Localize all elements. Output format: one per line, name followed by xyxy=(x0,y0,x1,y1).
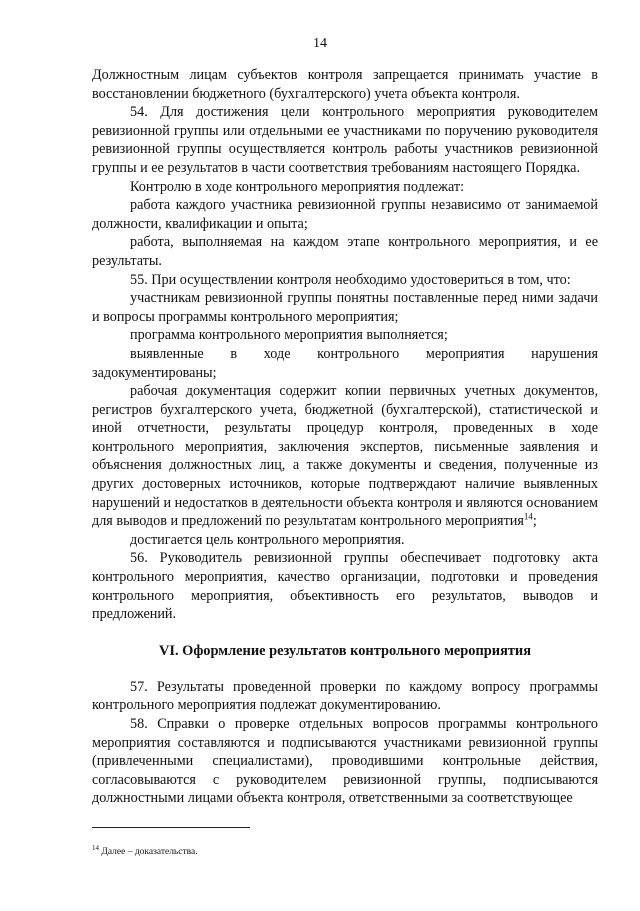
paragraph-54: 54. Для достижения цели контрольного мероприятия руководителем ревизионной группы или отдельными ее участниками по поручению руководителя ревизионной группы осуществляется контроль работы участников ревизионной группы и ее результатов в части соответствия требованиям настоящего Порядка. xyxy=(92,104,598,176)
footnote-reference[interactable]: 14 xyxy=(523,511,533,522)
list-item-working-documentation xyxy=(92,382,598,531)
page-number: 14 xyxy=(313,36,327,51)
footnote-mark: 14 xyxy=(92,843,99,852)
paragraph-56: 56. Руководитель ревизионной группы обеспечивает подготовку акта контрольного мероприятия, качество организации, подготовки и проведения контрольного мероприятия, объективность его результатов, выводов и предложений. xyxy=(92,550,598,623)
list-item-stage-work: работа, выполняемая на каждом этапе контрольного мероприятия, и ее результаты. xyxy=(92,234,598,269)
document-body xyxy=(92,66,598,808)
paragraph-58: 58. Справки о проверке отдельных вопросов программы контрольного мероприятия составляются и подписываются участниками ревизионной группы (привлеченными специалистами), проводившими контрольные действия, согласовываются с руководителем ревизионной группы, подписываются должностными лицами объекта контроля, ответственными за соответствующее xyxy=(92,716,598,807)
paragraph-57: 57. Результаты проведенной проверки по каждому вопросу программы контрольного мероприятия подлежат документированию. xyxy=(92,678,598,714)
paragraph-55: 55. При осуществлении контроля необходимо удостовериться в том, что: xyxy=(130,271,571,288)
paragraph-intro: Должностным лицам субъектов контроля запрещается принимать участие в восстановлении бюджетного (бухгалтерского) учета объекта контроля. xyxy=(92,67,598,102)
list-item-tasks-understood: участникам ревизионной группы понятны поставленные перед ними задачи и вопросы программы контрольного мероприятия; xyxy=(92,290,598,325)
footnote xyxy=(92,843,598,858)
footnote-text: Далее – доказательства. xyxy=(99,847,198,857)
working-documentation-tail: ; xyxy=(532,513,537,530)
list-item-program-executed: программа контрольного мероприятия выполняется; xyxy=(130,327,448,344)
list-item-goal-achieved: достигается цель контрольного мероприятия. xyxy=(130,531,405,548)
footnote-divider xyxy=(92,827,250,828)
working-documentation-text: рабочая документация содержит копии первичных учетных документов, регистров бухгалтерского учета, бюджетной (бухгалтерской), статистической и иной отчетности, результаты процедур контроля, проведенных в ходе контрольного мероприятия, заключения экспертов, письменные заявления и объяснения должностных лиц, а также документы и сведения, полученные из других достоверных источников, которые подтверждают наличие выявленных нарушений и недостатков в деятельности объекта контроля и являются основанием для выводов и предложений по результатам контрольного мероприятия xyxy=(92,383,598,530)
list-item-violations-documented: выявленные в ходе контрольного мероприятия нарушения задокументированы; xyxy=(92,345,598,381)
list-item-participant-work: работа каждого участника ревизионной группы независимо от занимаемой должности, квалификации и опыта; xyxy=(92,197,598,232)
paragraph-control-subjects: Контролю в ходе контрольного мероприятия подлежат: xyxy=(130,178,465,195)
section-heading: VI. Оформление результатов контрольного мероприятия xyxy=(158,642,532,659)
